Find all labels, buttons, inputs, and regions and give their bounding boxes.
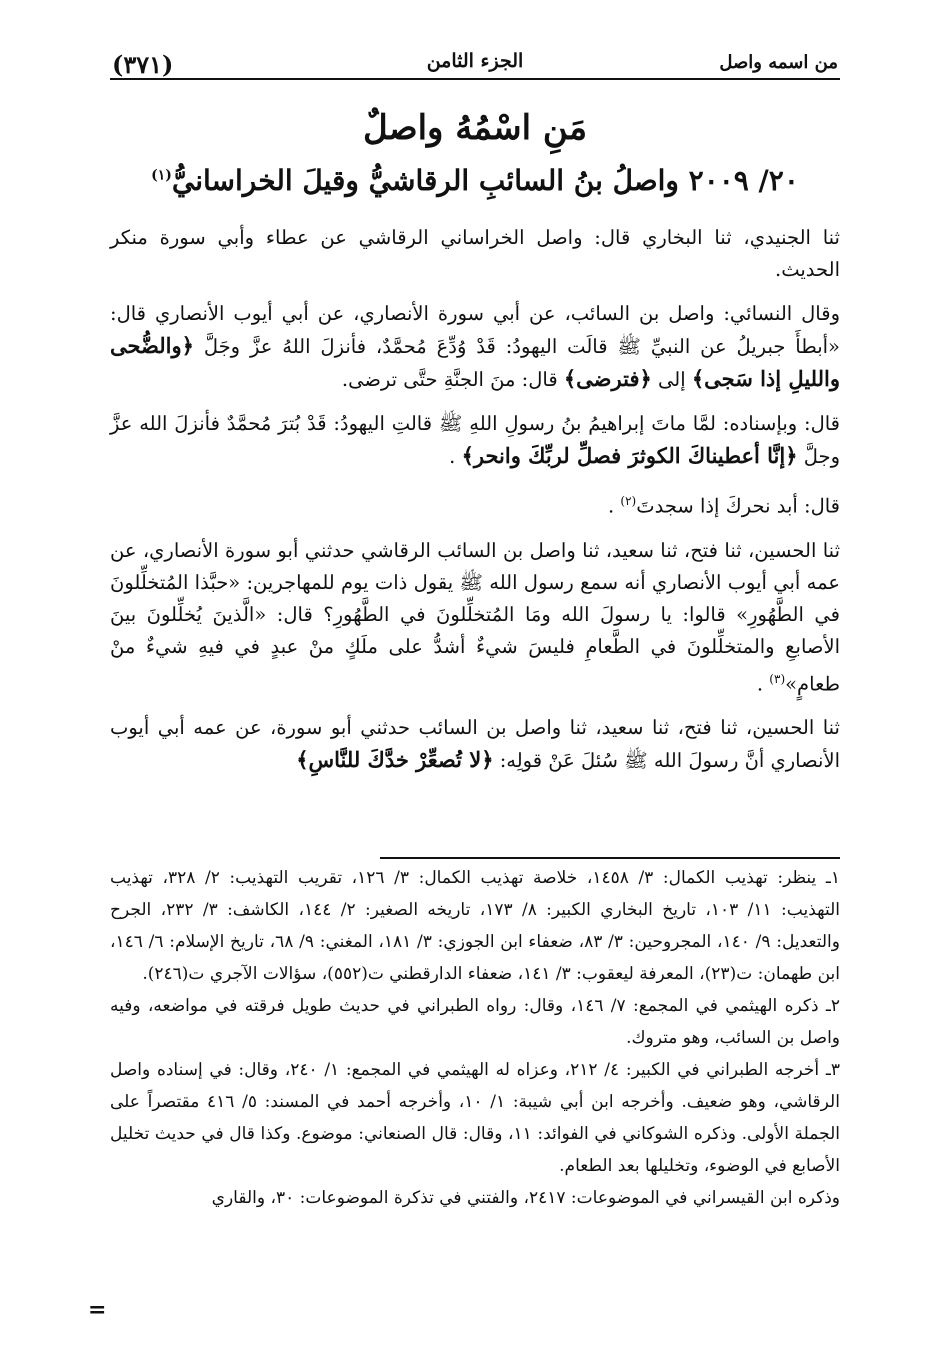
continuation-mark: = <box>88 1297 107 1323</box>
paragraph-5 <box>110 535 840 701</box>
footnote-ref-3: (٣) <box>769 671 786 686</box>
footnote-3-continued: وذكره ابن القيسراني في الموضوعات: ٢٤١٧، والفتني في تذكرة الموضوعات: ٣٠، والقاري <box>211 1188 840 1208</box>
connector-text: إلى <box>658 368 686 391</box>
header-rule <box>110 78 840 80</box>
footnote-separator <box>380 857 840 859</box>
paragraph-2 <box>110 298 840 396</box>
paragraph-1-text: ثنا الجنيدي، ثنا البخاري قال: واصل الخراساني الرقاشي عن عطاء وأبي سورة منكر الحديث. <box>110 226 840 281</box>
paragraph-5-end: . <box>756 672 764 695</box>
volume-title: الجزء الثامن <box>426 50 524 72</box>
paragraph-3-end: . <box>449 445 456 468</box>
chapter-heading: مَنِ اسْمُهُ واصلٌ <box>362 108 588 148</box>
quran-quote: ﴿والضُّحى والليلِ إذا سَجى﴾ <box>110 333 840 391</box>
paragraph-5-text: ثنا الحسين، ثنا فتح، ثنا سعيد، ثنا واصل بن السائب الرقاشي حدثني أبو سورة الأنصاري، عن عمه أبي أيوب الأنصاري أنه سمع رسول الله ﷺ يقول ذات يوم للمهاجرين: «حبَّذا المُتخلِّلونَ في الطَّهُورِ» قالوا: يا رسولَ الله ومَا المُتخلِّلونَ في الطَّهُورِ؟ قال: «الَّذينَ يُخلِّلونَ بينَ الأصابعِ والمتخلِّلونَ في الطَّعامِ فليسَ شيءٌ أشدُّ على ملَكٍ منْ عبدٍ في فيهِ شيءٌ منْ طعامٍ» <box>110 538 840 695</box>
paragraph-2-end: قال: منَ الجنَّةِ حتَّى ترضى. <box>341 368 558 391</box>
footnote-ref-2: (٢) <box>620 494 637 508</box>
footnote-ref-1: (١) <box>151 167 172 184</box>
footnote-3: ٣ـ أخرجه الطبراني في الكبير: ٤/ ٢١٢، وعزاه له الهيثمي في المجمع: ١/ ٢٤٠، وقال: في إسناده واصل الرقاشي، وهو ضعيف. وأخرجه ابن أبي شيبة: ١/ ١٠، وأخرجه أحمد في المسند: ٥/ ٤١٦ مقتصراً على الجملة الأولى. وذكره الشوكاني في الفوائد: ١١، وقال: قال الصنعاني: موضوع. وكذا قال في حديث تخليل الأصابع في الوضوء، وتخليلها بعد الطعام. <box>110 1060 840 1176</box>
paragraph-6-text: ثنا الحسين، ثنا فتح، ثنا سعيد، ثنا واصل بن السائب حدثني أبو سورة، عن عمه أبي أيوب الأنصاري أنَّ رسولَ الله ﷺ سُئلَ عَنْ قولِه: <box>110 716 840 772</box>
paragraph-6 <box>110 712 840 777</box>
paragraph-2-text: وقال النسائي: واصل بن السائب، عن أبي سورة الأنصاري، عن أبي أيوب الأنصاري قال: «أبطأَ جبريلُ عن النبيِّ ﷺ قالَت اليهودُ: قَدْ وُدِّعَ مُحمَّدٌ، فأنزلَ اللهُ عزَّ وجَلَّ <box>110 302 840 358</box>
footnotes <box>110 862 840 1214</box>
quran-quote: ﴿فترضى﴾ <box>563 366 652 391</box>
paragraph-3-text: قال: وبإسناده: لمَّا ماتَ إبراهيمُ بنُ رسولِ اللهِ ﷺ قالتِ اليهودُ: قَدْ بُترَ مُحمَّدٌ فأنزلَ الله عزَّ وجلَّ <box>110 412 840 468</box>
paragraph-1 <box>110 222 840 286</box>
page-number: (٣٧١) <box>112 50 174 79</box>
quran-quote: ﴿لا تُصعِّرْ خدَّكَ للنَّاسِ﴾ <box>296 747 494 772</box>
footnote-1: ١ـ ينظر: تهذيب الكمال: ٣/ ١٤٥٨، خلاصة تهذيب الكمال: ٣/ ١٢٦، تقريب التهذيب: ٢/ ٣٢٨، تهذيب التهذيب: ١١/ ١٠٣، تاريخ البخاري الكبير: ٨/ ١٧٣، تاريخه الصغير: ٢/ ١٤٤، الكاشف: ٣/ ٢٣٢، الجرح والتعديل: ٩/ ١٤٠، المجروحين: ٣/ ٨٣، ضعفاء ابن الجوزي: ٣/ ١٨١، المغني: ٩/ ٦٨، تاريخ الإسلام: ٦/ ١٤٦، ابن طهمان: ت(٢٣)، المعرفة ليعقوب: ٣/ ١٤١، ضعفاء الدارقطني ت(٥٥٢)، سؤالات الآجري ت(٢٤٦). <box>110 868 840 984</box>
paragraph-4-end: . <box>608 494 615 518</box>
entry-title <box>110 164 840 197</box>
paragraph-4-text: قال: أبد نحركَ إذا سجدتَ <box>636 494 840 518</box>
paragraph-3 <box>110 408 840 473</box>
paragraph-4 <box>110 485 840 523</box>
footnote-2: ٢ـ ذكره الهيثمي في المجمع: ٧/ ١٤٦، وقال: رواه الطبراني في حديث طويل فرقته في مواضعه، وفيه واصل بن السائب، وهو متروك. <box>110 996 840 1048</box>
main-text <box>110 222 840 789</box>
entry-title-text: ٢٠/ ٢٠٠٩ واصلُ بنُ السائبِ الرقاشيُّ وقيلَ الخراسانيُّ <box>171 164 799 197</box>
section-title: من اسمه واصل <box>719 52 838 73</box>
quran-quote: ﴿إنَّا أعطيناكَ الكوثرَ فصلِّ لربِّكَ وانحر﴾ <box>461 443 798 468</box>
